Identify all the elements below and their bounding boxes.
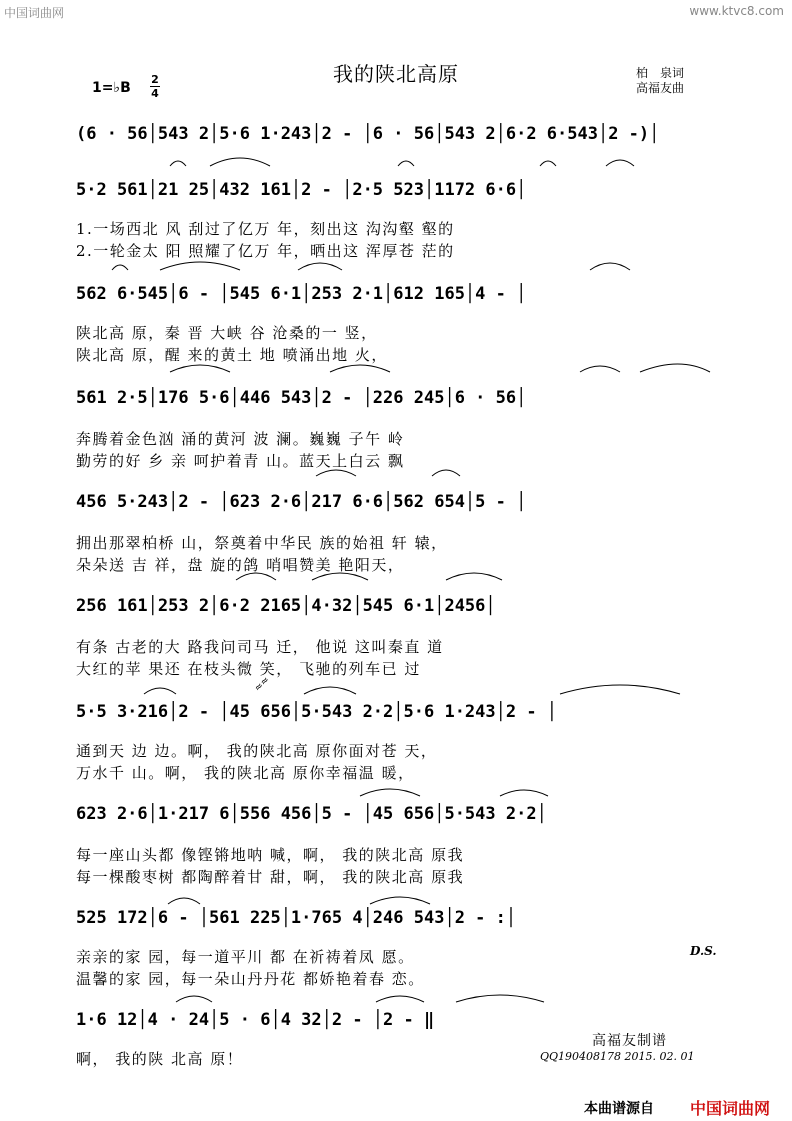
score-line-notes: 256 161│253 2│6·2 2165│4·32│545 6·1│2456│ [76,596,496,616]
lyric-verse-2: 陕北高 原，醒 来的黄土 地 喷涌出地 火， [76,346,388,364]
lyric-verse-2: 每一棵酸枣树 都陶醉着甘 甜，啊， 我的陕北高 原我 [76,868,465,886]
lyric-verse-1: 啊， 我的陕 北高 原！ [76,1050,244,1068]
time-signature [150,74,160,99]
score-maker: 高福友制谱 [592,1033,667,1049]
lyric-verse-2: 温馨的家 园，每一朵山丹丹花 都娇艳着春 恋。 [76,970,425,988]
lyric-verse-1: 亲亲的家 园，每一道平川 都 在祈祷着凤 愿。 [76,948,415,966]
lyric-verse-1: 每一座山头都 像铿锵地呐 喊，啊， 我的陕北高 原我 [76,846,465,864]
lyric-verse-2: 勤劳的好 乡 亲 呵护着青 山。蓝天上白云 飘 [76,452,405,470]
score-line-notes: 1·6 12│4 · 24│5 · 6│4 32│2 - │2 - ‖ [76,1010,435,1030]
lyric-verse-2: 朵朵送 吉 祥，盘 旋的鸽 哨唱赞美 艳阳天， [76,556,405,574]
time-signature-top: 2 [151,73,159,86]
score-line-notes: 623 2·6│1·217 6│556 456│5 - │45 656│5·543 2·2│ [76,804,547,824]
lyricist: 柏 泉词 [636,66,685,80]
watermark-left: 中国词曲网 [4,6,65,20]
dal-segno-mark: D.S. [690,944,717,958]
score-line-notes: (6 · 56│543 2│5·6 1·243│2 - │6 · 56│543 2│6·2 6·543│2 -)│ [76,124,660,144]
lyric-verse-2: 2.一轮金太 阳 照耀了亿万 年，晒出这 浑厚苍 茫的 [76,242,455,260]
lyric-verse-1: 有条 古老的大 路我问司马 迁， 他说 这叫秦直 道 [76,638,444,656]
footer-source-label: 本曲谱源自 [584,1101,654,1117]
score-line-notes: 5·5 3·216│2 - │45 656│5·543 2·2│5·6 1·243│2 - │ [76,702,558,722]
lyric-verse-1: 拥出那翠柏桥 山，祭奠着中华民 族的始祖 轩 辕， [76,534,448,552]
lyric-verse-1: 通到天 边 边。啊， 我的陕北高 原你面对苍 天， [76,742,438,760]
song-title: 我的陕北高原 [333,62,459,86]
composer: 高福友曲 [636,81,685,95]
footer-brand-link[interactable]: 中国词曲网 [690,1099,771,1118]
score-line-notes: 456 5·243│2 - │623 2·6│217 6·6│562 654│5 - │ [76,492,527,512]
lyric-verse-1: 陕北高 原，秦 晋 大峡 谷 沧桑的一 竖， [76,324,378,342]
key-signature: 1=♭B [92,80,131,96]
svg-text:≈≈: ≈≈ [252,674,272,695]
score-line-notes: 525 172│6 - │561 225│1·765 4│246 543│2 - :│ [76,908,517,928]
score-line-notes: 561 2·5│176 5·6│446 543│2 - │226 245│6 · 56│ [76,388,527,408]
watermark-right: www.ktvc8.com [689,4,784,18]
lyric-verse-1: 1.一场西北 风 刮过了亿万 年，刻出这 沟沟壑 壑的 [76,220,455,238]
lyric-verse-2: 万水千 山。啊， 我的陕北高 原你幸福温 暖， [76,764,415,782]
maker-contact-date: QQ190408178 2015. 02. 01 [540,1050,695,1063]
lyric-verse-1: 奔腾着金色汹 涌的黄河 波 澜。巍巍 子午 岭 [76,430,405,448]
score-line-notes: 5·2 561│21 25│432 161│2 - │2·5 523│1172 6·6│ [76,180,527,200]
time-signature-bottom: 4 [151,87,159,100]
score-line-notes: 562 6·545│6 - │545 6·1│253 2·1│612 165│4 - │ [76,284,527,304]
credits [636,66,684,96]
lyric-verse-2: 大红的苹 果还 在枝头微 笑， 飞驰的列车已 过 [76,660,421,678]
